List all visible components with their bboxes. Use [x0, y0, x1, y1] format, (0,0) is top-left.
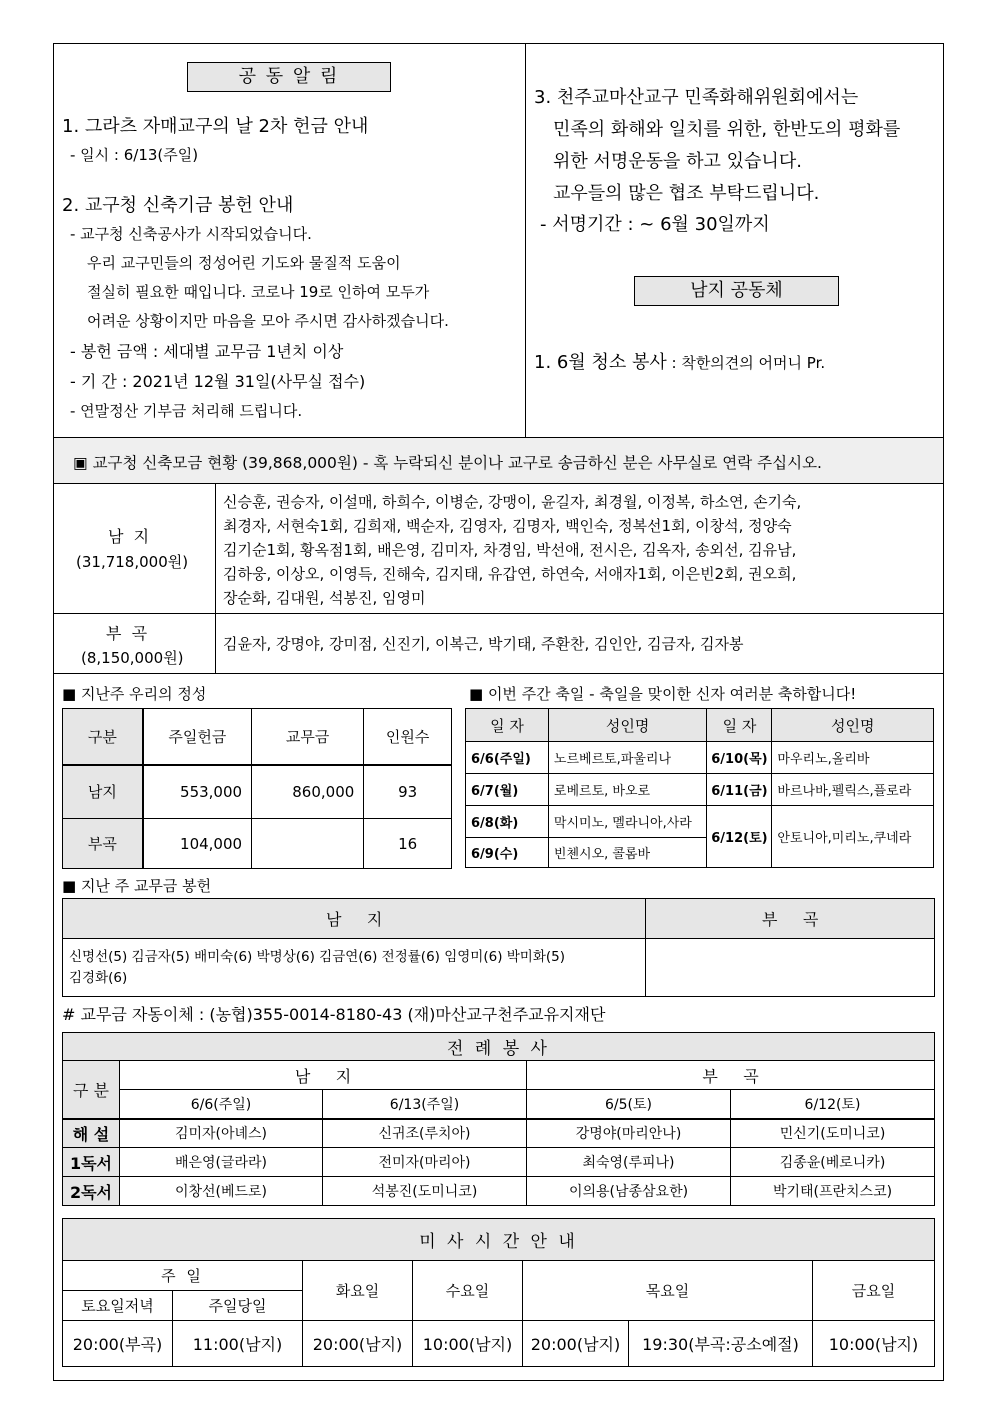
- feast-header: 일 자: [466, 709, 549, 742]
- liturgy-date: 6/5(토): [527, 1090, 731, 1119]
- liturgy-cell: 석봉진(도미니코): [323, 1177, 527, 1206]
- mass-sat-eve: 토요일저녁: [63, 1291, 173, 1321]
- liturgy-date: 6/12(토): [731, 1090, 935, 1119]
- mass-title: 미 사 시 간 안 내: [63, 1219, 935, 1261]
- offering-header: 구분: [63, 709, 143, 765]
- offering-name: 남지: [63, 765, 143, 819]
- table-row: [466, 774, 934, 806]
- notice-item1-title: 1. 그라츠 자매교구의 날 2차 헌금 안내: [62, 116, 369, 137]
- table-row: [63, 1119, 935, 1148]
- feast-header: 성인명: [548, 709, 707, 742]
- fund-namji-names: 김기순1회, 황옥점1회, 배은영, 김미자, 차경임, 박선애, 전시은, 김옥자, 송외선, 김유남,: [223, 541, 797, 559]
- fund-bugok-label: 부 곡: [106, 624, 148, 643]
- table-row: [63, 765, 452, 819]
- mass-time: 20:00(남지): [303, 1321, 413, 1367]
- liturgy-cell: 이창선(베드로): [120, 1177, 323, 1206]
- mass-thu: 목요일: [523, 1261, 813, 1321]
- mass-wed: 수요일: [413, 1261, 523, 1321]
- liturgy-title: 전 례 봉 사: [63, 1033, 935, 1061]
- feast-header: 일 자: [707, 709, 772, 742]
- fund-col-divider: [215, 484, 216, 673]
- fund-namji-names: 신승훈, 권승자, 이설매, 하희수, 이병순, 강맹이, 윤길자, 최경월, 이정복, 하소연, 손기숙,: [223, 493, 802, 511]
- cleaning-service: [534, 348, 825, 374]
- offering-count: 93: [364, 765, 452, 819]
- table-row: [466, 742, 934, 774]
- feast-date: 6/12(토): [707, 806, 772, 868]
- notice-item2-title: 2. 교구청 신축기금 봉헌 안내: [62, 195, 294, 216]
- feast-saint: 빈첸시오, 콜롬바: [548, 838, 707, 868]
- feast-date: 6/9(수): [466, 838, 549, 868]
- liturgy-date: 6/6(주일): [120, 1090, 323, 1119]
- tithe-header-row: [63, 899, 935, 939]
- liturgy-cell: 최숙영(루피나): [527, 1148, 731, 1177]
- fund-namji-names: 최경자, 서현숙1회, 김희재, 백순자, 김영자, 김명자, 백인숙, 정복선1회, 이창석, 정양숙: [223, 517, 792, 535]
- notice-item2-line: 절실히 필요한 때입니다. 코로나 19로 인하여 모두가: [87, 283, 430, 301]
- liturgy-cell: 강명야(마리안나): [527, 1119, 731, 1148]
- notice-item2-tax: - 연말정산 기부금 처리해 드립니다.: [70, 402, 303, 420]
- fund-row-divider: [53, 613, 944, 614]
- table-row: [63, 1177, 935, 1206]
- notice-item2-line: 어려운 상황이지만 마음을 모아 주시면 감사하겠습니다.: [87, 312, 449, 330]
- tithe-namji-line: 김경화(6): [69, 969, 128, 986]
- liturgy-table: [62, 1032, 935, 1206]
- mass-sunday: 주 일: [63, 1261, 303, 1291]
- mass-time: 11:00(남지): [173, 1321, 303, 1367]
- notice-item3-line: 교우들의 많은 협조 부탁드립니다.: [553, 183, 820, 204]
- feast-title: ■ 이번 주간 축일 - 축일을 맞이한 신자 여러분 축하합니다!: [469, 685, 857, 703]
- table-row: [63, 939, 935, 997]
- feast-date: 6/8(화): [466, 806, 549, 838]
- fund-namji-names: 장순화, 김대원, 석봉진, 임영미: [223, 589, 426, 607]
- notice-item2-line: - 교구청 신축공사가 시작되었습니다.: [70, 225, 312, 243]
- offering-header: 주일헌금: [143, 709, 252, 765]
- cleaning-text: : 착한의견의 어머니 Pr.: [666, 354, 826, 372]
- mass-table: [62, 1218, 935, 1367]
- feast-date: 6/10(목): [707, 742, 772, 774]
- fund-bugok-amount: (8,150,000원): [81, 649, 184, 667]
- liturgy-cell: 배은영(글라라): [120, 1148, 323, 1177]
- notice-title: 공 동 알 림: [187, 62, 391, 92]
- notice-item3-line: 3. 천주교마산교구 민족화해위원회에서는: [534, 87, 859, 108]
- mass-sun-day: 주일당일: [173, 1291, 303, 1321]
- fund-namji-label: 남 지: [108, 527, 150, 546]
- fund-namji-names: 김하웅, 이상오, 이영득, 진해숙, 김지태, 유갑연, 하연숙, 서애자1회, 이은빈2회, 권오희,: [223, 565, 797, 583]
- liturgy-cell: 전미자(마리아): [323, 1148, 527, 1177]
- feast-header-row: [466, 709, 934, 742]
- feast-saint: 바르나바,펠릭스,플로라: [772, 774, 934, 806]
- feast-table: [465, 708, 934, 868]
- notice-item2-line: 우리 교구민들의 정성어린 기도와 물질적 도움이: [87, 254, 401, 272]
- mass-header-row: [63, 1261, 935, 1291]
- feast-saint: 로베르토, 바오로: [548, 774, 707, 806]
- mass-time: 20:00(부곡): [63, 1321, 173, 1367]
- feast-saint: 마우리노,올리바: [772, 742, 934, 774]
- notice-item1-date: - 일시 : 6/13(주일): [70, 146, 199, 164]
- liturgy-date: 6/13(주일): [323, 1090, 527, 1119]
- offering-table: [62, 708, 452, 869]
- feast-header: 성인명: [772, 709, 934, 742]
- fund-bugok-names: 김윤자, 강명야, 강미점, 신진기, 이복근, 박기태, 주환찬, 김인안, 김금자, 김자봉: [223, 635, 744, 653]
- fund-header: ▣ 교구청 신축모금 현황 (39,868,000원) - 혹 누락되신 분이나 교구로 송금하신 분은 사무실로 연락 주십시오.: [73, 454, 822, 472]
- liturgy-cell: 이의용(남종삼요한): [527, 1177, 731, 1206]
- offering-title: ■ 지난주 우리의 정성: [62, 685, 207, 703]
- liturgy-namji: 남 지: [120, 1061, 527, 1090]
- table-row: [63, 819, 452, 869]
- liturgy-row-label: 2독서: [63, 1177, 120, 1206]
- notice-item2-amount: - 봉헌 금액 : 세대별 교무금 1년치 이상: [70, 342, 344, 361]
- feast-saint: 안토니아,미리노,쿠네라: [772, 806, 934, 868]
- tithe-bugok-names: [646, 939, 935, 997]
- table-row: [63, 1148, 935, 1177]
- liturgy-title-row: [63, 1033, 935, 1061]
- mass-time: 20:00(남지): [523, 1321, 629, 1367]
- feast-date: 6/11(금): [707, 774, 772, 806]
- liturgy-bugok: 부 곡: [527, 1061, 935, 1090]
- fund-namji-amount: (31,718,000원): [76, 553, 189, 571]
- offering-header: 인원수: [364, 709, 452, 765]
- tithe-bugok-header: 부 곡: [646, 899, 935, 939]
- tithe-namji-names: [63, 939, 646, 997]
- community-title: 남지 공동체: [634, 276, 839, 306]
- mass-time: 10:00(남지): [813, 1321, 935, 1367]
- cleaning-label: 1. 6월 청소 봉사: [534, 352, 667, 373]
- offering-name: 부곡: [63, 819, 143, 869]
- mass-time: 19:30(부곡:공소예절): [629, 1321, 813, 1367]
- mass-title-row: [63, 1219, 935, 1261]
- offering-tithe: 860,000: [252, 765, 364, 819]
- top-divider-vertical: [525, 43, 526, 437]
- feast-date: 6/6(주일): [466, 742, 549, 774]
- offering-header-row: [63, 709, 452, 765]
- tithe-namji-line: 신명선(5) 김금자(5) 배미숙(6) 박명상(6) 김금연(6) 전정률(6) 임영미(6) 박미화(5): [69, 948, 566, 965]
- offering-header: 교무금: [252, 709, 364, 765]
- tithe-namji-header: 남 지: [63, 899, 646, 939]
- tithe-table: [62, 898, 935, 997]
- feast-saint: 노르베르토,파울리나: [548, 742, 707, 774]
- notice-item3-line: 위한 서명운동을 하고 있습니다.: [553, 151, 802, 172]
- notice-item2-period: - 기 간 : 2021년 12월 31일(사무실 접수): [70, 372, 366, 391]
- liturgy-row-label: 1독서: [63, 1148, 120, 1177]
- liturgy-row-label: 해 설: [63, 1119, 120, 1148]
- liturgy-div-label: 구 분: [63, 1061, 120, 1119]
- liturgy-date-row: [63, 1090, 935, 1119]
- notice-item3-line: 민족의 화해와 일치를 위한, 한반도의 평화를: [553, 119, 901, 140]
- mass-fri: 금요일: [813, 1261, 935, 1321]
- liturgy-cell: 박기태(프란치스코): [731, 1177, 935, 1206]
- liturgy-cell: 김종윤(베로니카): [731, 1148, 935, 1177]
- auto-transfer: # 교무금 자동이체 : (농협)355-0014-8180-43 (재)마산교구천주교유지재단: [62, 1005, 606, 1024]
- offering-sunday: 553,000: [143, 765, 252, 819]
- tithe-title: ■ 지난 주 교무금 봉헌: [62, 877, 212, 895]
- offering-sunday: 104,000: [143, 819, 252, 869]
- liturgy-group-row: [63, 1061, 935, 1090]
- liturgy-cell: 김미자(아녜스): [120, 1119, 323, 1148]
- mass-time: 10:00(남지): [413, 1321, 523, 1367]
- liturgy-cell: 신귀조(루치아): [323, 1119, 527, 1148]
- notice-item3-period: - 서명기간 : ~ 6월 30일까지: [540, 214, 770, 235]
- table-row: [466, 806, 934, 838]
- offering-count: 16: [364, 819, 452, 869]
- offering-tithe: [252, 819, 364, 869]
- feast-date: 6/7(월): [466, 774, 549, 806]
- table-row: [63, 1321, 935, 1367]
- liturgy-cell: 민신기(도미니코): [731, 1119, 935, 1148]
- fund-row-divider: [53, 673, 944, 674]
- mass-tue: 화요일: [303, 1261, 413, 1321]
- feast-saint: 막시미노, 멜라니아,사라: [548, 806, 707, 838]
